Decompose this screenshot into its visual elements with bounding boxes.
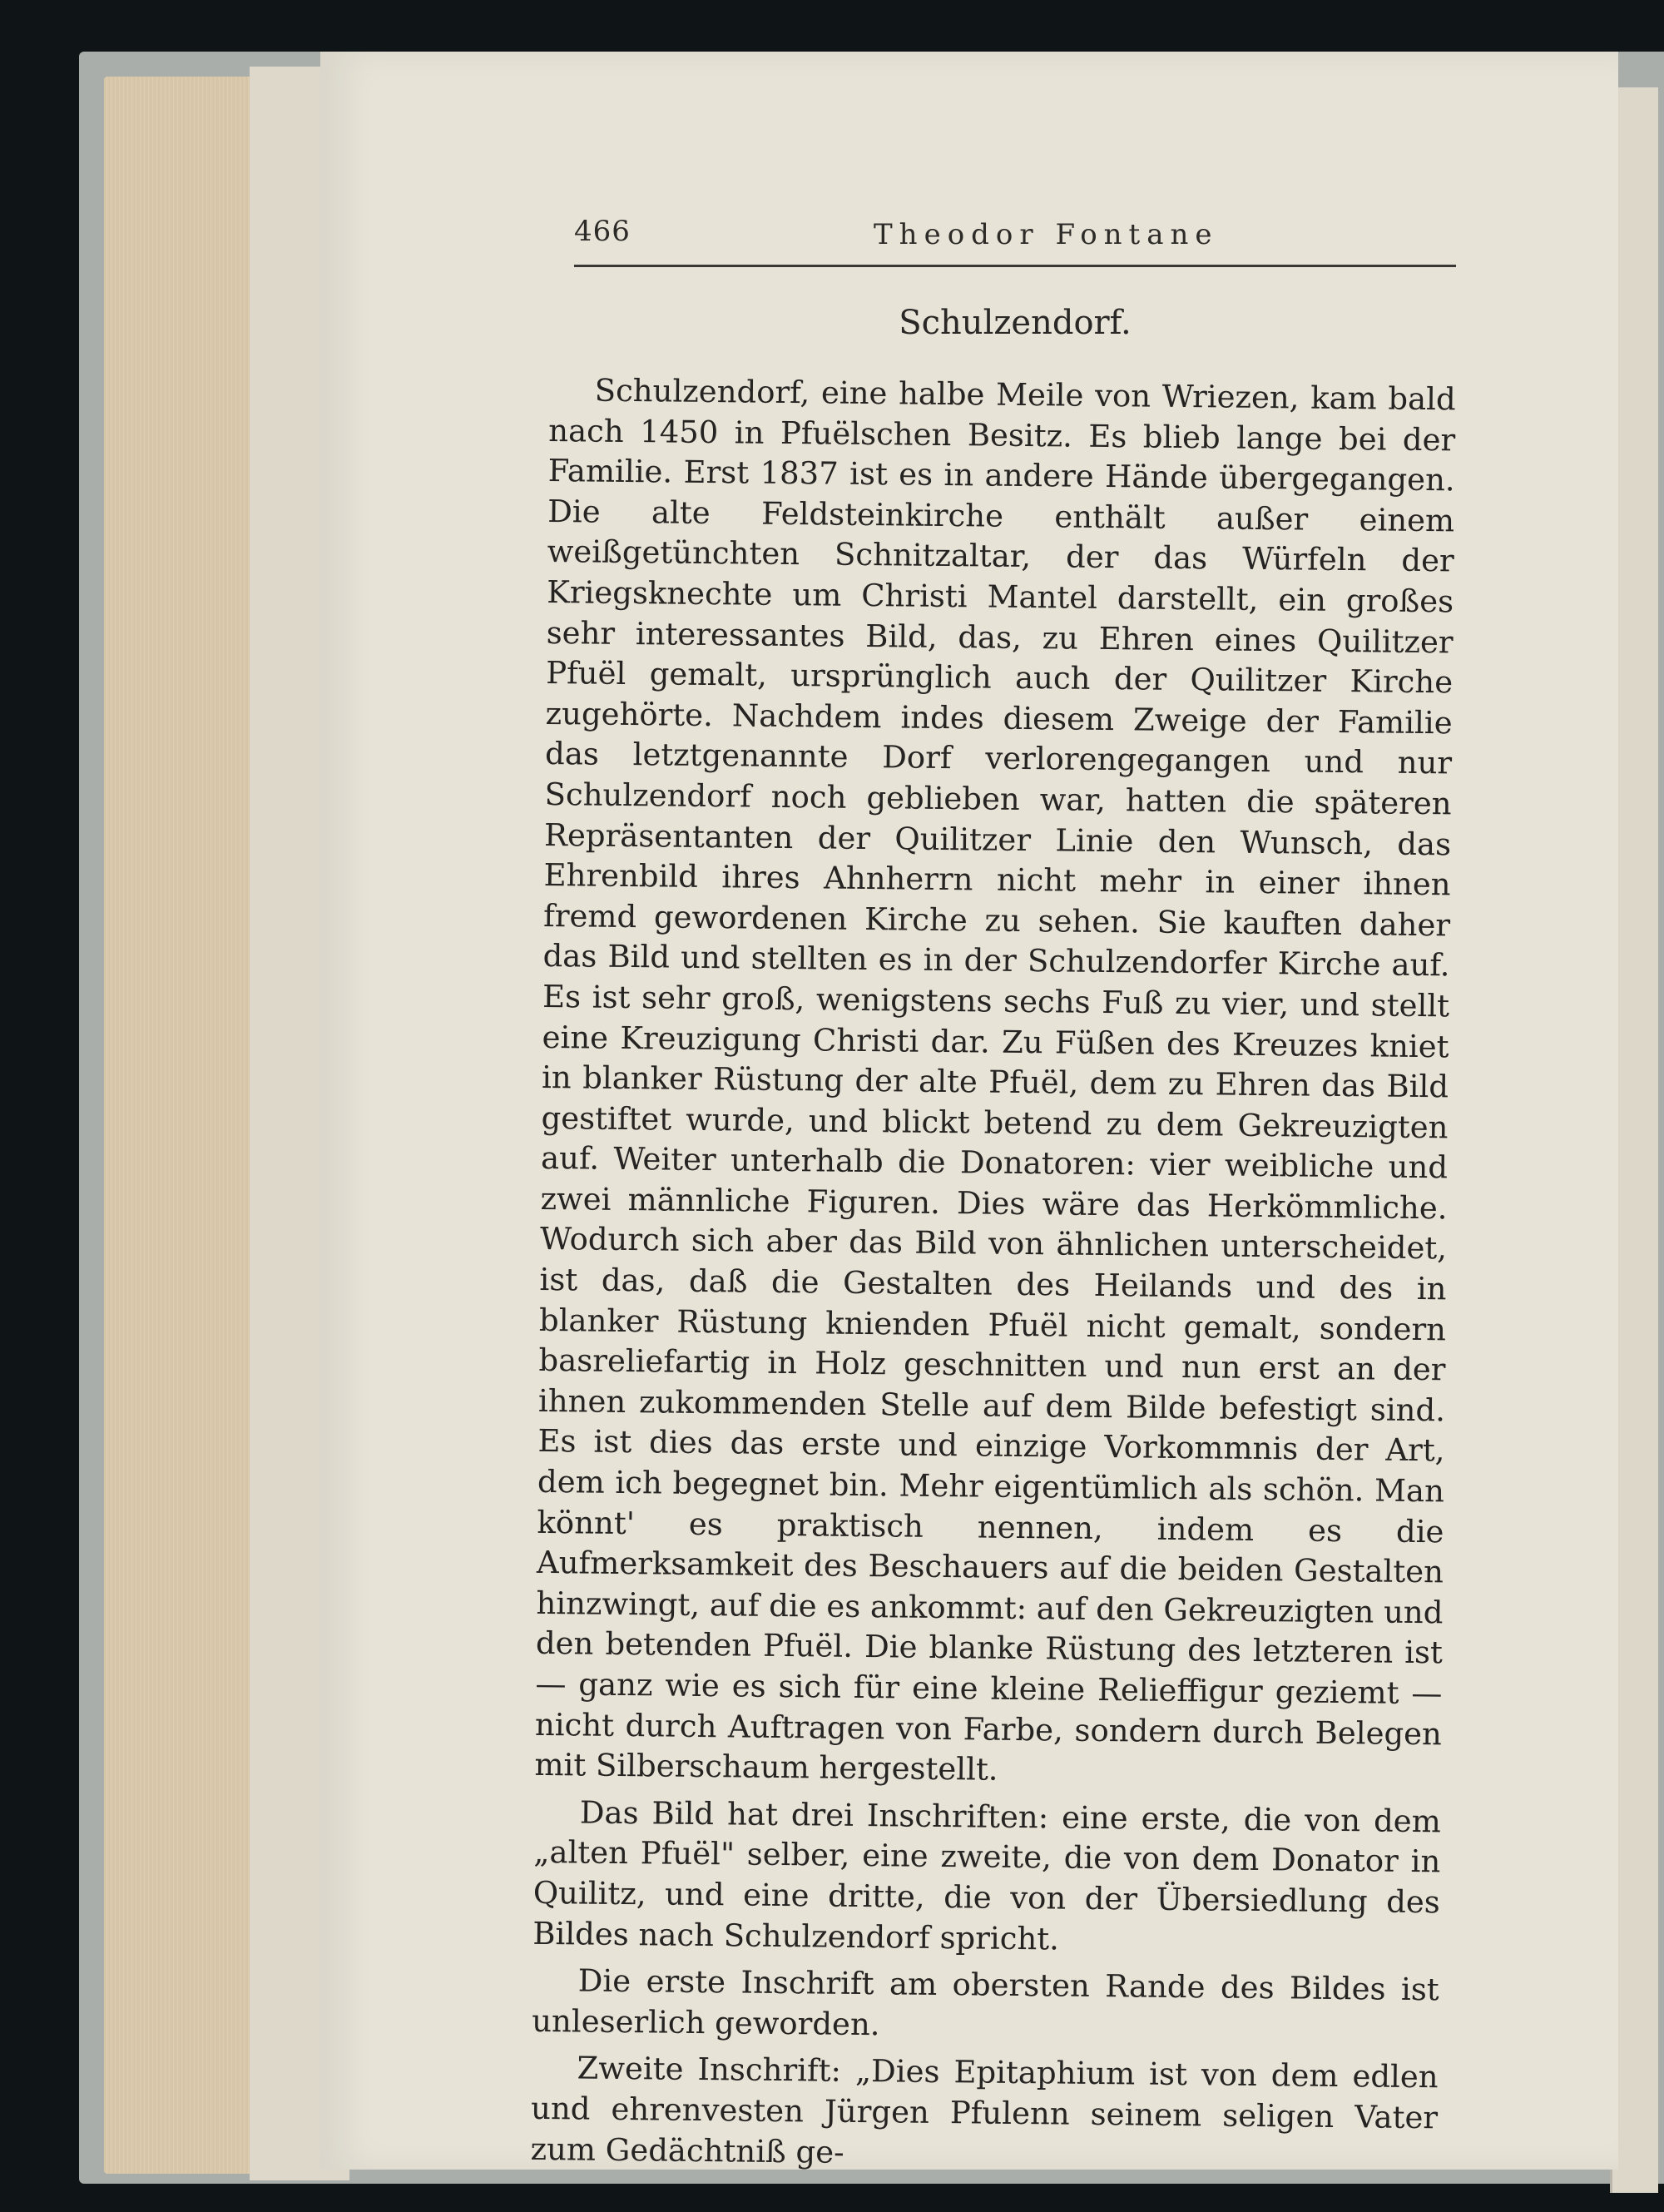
section-title: Schulzendorf. [899, 304, 1132, 342]
running-title: Theodor Fontane [874, 218, 1219, 251]
paragraph: Die erste Inschrift am obersten Rande des Bildes ist unleserlich geworden. [532, 1962, 1439, 2043]
page-number: 466 [574, 215, 631, 248]
paragraph: Zweite Inschrift: „Dies Epitaphium ist von dem edlen und ehrenvesten Jürgen Pfulenn seinem seligen Vater zum Gedächtniß ge- [530, 2050, 1439, 2170]
paragraph: Das Bild hat drei Inschriften: eine erste, die von dem „alten Pfuël" selber, eine zweite, die von dem Donator in Quilitz, und eine dritte, die von der Übersiedlung des Bildes nach Schulzendorf spricht. [532, 1794, 1442, 1957]
paragraph: Schulzendorf, eine halbe Meile von Wriezen, kam bald nach 1450 in Pfuëlschen Besitz. Es blieb lange bei der Familie. Erst 1837 ist es in andere Hände übergegangen. Die alte Feldsteinkirche enthält außer einem weißgetünchten Schnitzaltar, der das Würfeln der Kriegsknechte um Christi Mantel darstellt, ein großes sehr interessantes Bild, das, zu Ehren eines Quilitzer Pfuël gemalt, ursprünglich auch der Quilitzer Kirche zugehörte. Nachdem indes diesem Zweige der Familie das letztgenannte Dorf verlorengegangen und nur Schulzendorf noch geblieben war, hatten die späteren Repräsentanten der Quilitzer Linie den Wunsch, das Ehrenbild ihres Ahnherrn nicht mehr in einer ihnen fremd gewordenen Kirche zu sehen. Sie kauften daher das Bild und stellten es in der Schulzendorfer Kirche auf. Es ist sehr groß, wenigstens sechs Fuß zu vier, und stellt eine Kreuzigung Christi dar. Zu Füßen des Kreuzes kniet in blanker Rüstung der alte Pfuël, dem zu Ehren das Bild gestiftet wurde, und blickt betend zu dem Gekreuzigten auf. Weiter unterhalb die Donatoren: vier weibliche und zwei männliche Figuren. Dies wäre das Herkömmliche. Wodurch sich aber das Bild von ähnlichen unterscheidet, ist das, daß die Gestalten des Heilands und des in blanker Rüstung knienden Pfuël nicht gemalt, sondern basreliefartig in Holz geschnitten und nun erst an der ihnen zukommenden Stelle auf dem Bilde befestigt sind. Es ist dies das erste und einzige Vorkommnis der Art, dem ich begegnet bin. Mehr eigentümlich als schön. Man könnt' es praktisch nennen, indem es die Aufmerksamkeit des Beschauers auf die beiden Gestalten hinzwingt, auf die es ankommt: auf den Gekreuzigten und den betenden Pfuël. Die blanke Rüstung des letzteren ist — ganz wie es sich für eine kleine Relieffigur geziemt — nicht durch Auftragen von Farbe, sondern durch Belegen mit Silberschaum hergestellt. [534, 372, 1456, 1788]
body-text [530, 370, 1456, 2179]
page-header [574, 208, 1456, 266]
header-rule [574, 265, 1456, 267]
